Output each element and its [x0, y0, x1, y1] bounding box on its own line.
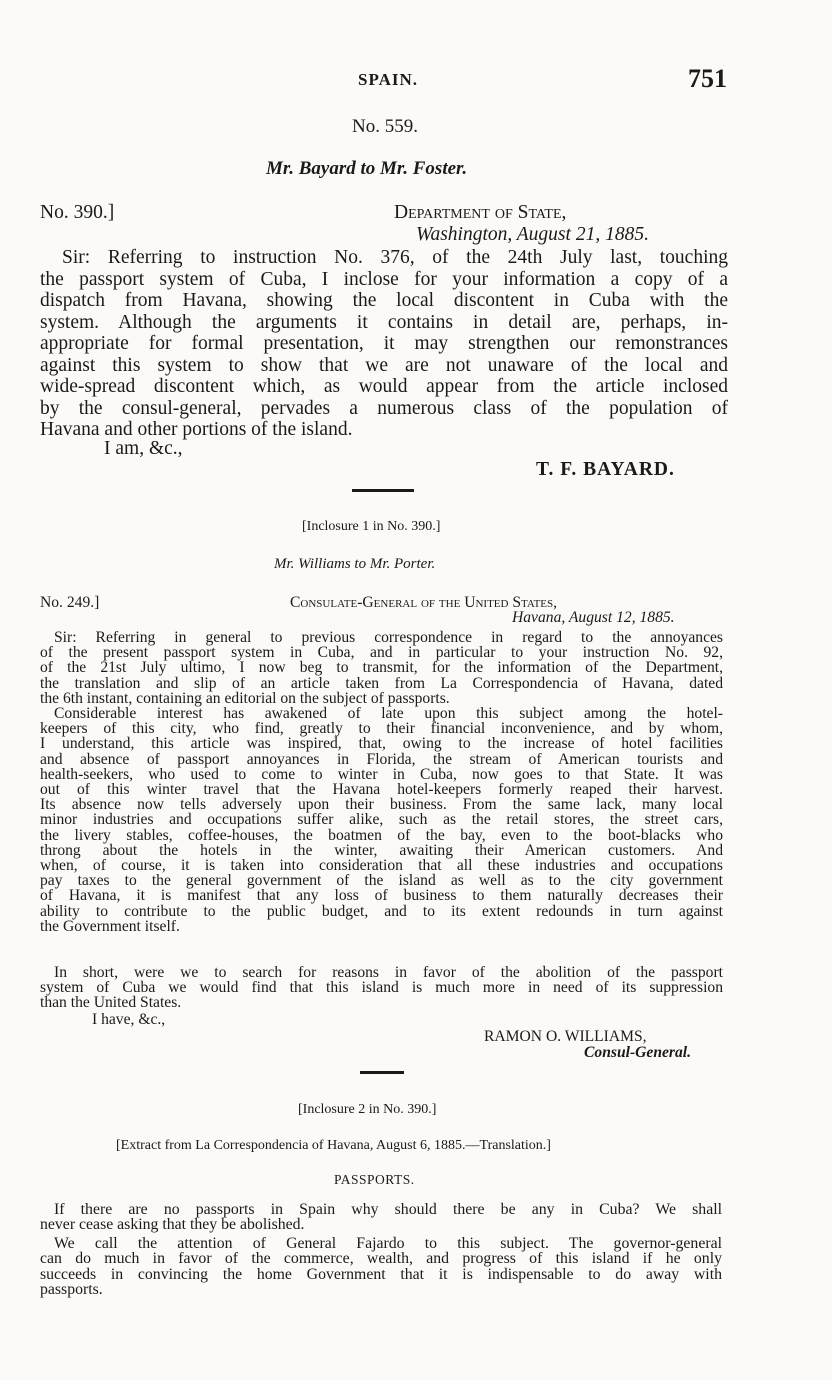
- text-line: dispatch from Havana, showing the local discontent in Cuba with the: [40, 290, 728, 311]
- inclosure-1-reference-number: No. 249.]: [40, 594, 100, 611]
- text-line: Its absence now tells adversely upon their business. From the same lack, many local: [40, 796, 723, 814]
- section-divider: [360, 1071, 404, 1074]
- text-line: health-seekers, who used to come to winter in Cuba, now goes to that State. It was: [40, 765, 723, 783]
- text-line: throng about the hotels in the winter, awaiting their American customers. And: [40, 841, 723, 859]
- text-line: when, of course, it is taken into consideration that all these industries and occupations: [40, 857, 723, 875]
- text-line: appropriate for formal presentation, it may strengthen our remonstrances: [40, 333, 728, 354]
- text-line: out of this winter travel that the Havana hotel-keepers formerly reaped their harvest.: [40, 781, 723, 799]
- inclosure-1-closing: I have, &c.,: [92, 1011, 166, 1028]
- text-line: minor industries and occupations suffer alike, such as the retail stores, the street cars,: [40, 811, 723, 829]
- text-line: by the consul-general, pervades a numerous class of the population of: [40, 397, 728, 419]
- page-number: 751: [688, 64, 727, 93]
- text-line: Considerable interest has awakened of late upon this subject among the hotel-: [54, 705, 723, 722]
- text-line: wide-spread discontent which, as would appear from the article inclosed: [40, 376, 728, 397]
- text-line: never cease asking that they be abolished.: [40, 1216, 305, 1234]
- text-line: system of Cuba we would find that this island is much more in need of its suppression: [40, 979, 723, 997]
- text-line: the livery stables, coffee-houses, the boatmen of the bay, even to the boot-blacks who: [40, 826, 723, 844]
- inclosure-1-heading: [Inclosure 1 in No. 390.]: [302, 519, 441, 534]
- text-line: succeeds in convincing the home Government that it is indispensable to do away with: [40, 1265, 722, 1283]
- text-line: We call the attention of General Fajardo to this subject. The governor-general: [54, 1235, 722, 1252]
- inclosure-2-title: PASSPORTS.: [334, 1172, 415, 1187]
- text-line: the 6th instant, containing an editorial on the subject of passports.: [40, 689, 450, 707]
- text-line: I understand, this article was inspired, that, owing to the increase of hotel facilities: [40, 735, 723, 753]
- text-line: Sir: Referring in general to previous correspondence in regard to the annoyances: [54, 629, 723, 646]
- letter-title: Mr. Bayard to Mr. Foster.: [266, 158, 468, 179]
- inclosure-2-heading: [Inclosure 2 in No. 390.]: [298, 1102, 437, 1117]
- letter-department: Department of State,: [394, 202, 567, 223]
- text-line: In short, were we to search for reasons in favor of the abolition of the passport: [54, 964, 723, 981]
- text-line: passports.: [40, 1281, 103, 1299]
- letter-reference-number: No. 390.]: [40, 202, 115, 223]
- inclosure-1-consulate: Consulate-General of the United States,: [290, 594, 558, 611]
- section-divider: [352, 489, 414, 492]
- text-line: can do much in favor of the commerce, wealth, and progress of this island if he only: [40, 1250, 722, 1268]
- letter-place-date: Washington, August 21, 1885.: [416, 224, 649, 245]
- text-line: ability to contribute to the public budget, and to its extent redounds in turn against: [40, 902, 723, 920]
- text-line: the Government itself.: [40, 917, 180, 935]
- inclosure-1-signature-title: Consul-General.: [584, 1044, 692, 1061]
- text-line: of Havana, it is manifest that any loss of business to them naturally decreases their: [40, 887, 723, 905]
- inclosure-2-paragraph-2: [40, 1236, 722, 1298]
- letter-body: [40, 247, 728, 441]
- inclosure-1-paragraph-1: [40, 630, 723, 706]
- document-number: No. 559.: [352, 116, 418, 137]
- text-line: the passport system of Cuba, I inclose for your information a copy of a: [40, 268, 728, 290]
- text-line: Sir: Referring to instruction No. 376, of the 24th July last, touching: [62, 247, 728, 268]
- text-line: the translation and slip of an article taken from La Correspondencia of Havana, dated: [40, 674, 723, 692]
- letter-signature: T. F. BAYARD.: [536, 459, 675, 480]
- inclosure-1-title: Mr. Williams to Mr. Porter.: [274, 556, 436, 572]
- text-line: If there are no passports in Spain why should there be any in Cuba? We shall: [54, 1201, 722, 1218]
- running-head: SPAIN.: [358, 70, 418, 89]
- inclosure-1-paragraph-3: [40, 965, 723, 1011]
- inclosure-1-signature: RAMON O. WILLIAMS,: [484, 1028, 647, 1045]
- text-line: keepers of this city, who find, greatly to their financial inconvenience, and by whom,: [40, 720, 723, 738]
- text-line: pay taxes to the general government of the island as well as to the city government: [40, 872, 723, 890]
- inclosure-2-subheading: [Extract from La Correspondencia of Havana, August 6, 1885.—Translation.]: [116, 1138, 551, 1153]
- inclosure-1-place-date: Havana, August 12, 1885.: [512, 609, 675, 626]
- text-line: against this system to show that we are not unaware of the local and: [40, 354, 728, 376]
- text-line: system. Although the arguments it contains in detail are, perhaps, in-: [40, 311, 728, 333]
- text-line: and absence of passport annoyances in Florida, the stream of American tourists and: [40, 750, 723, 768]
- text-line: Havana and other portions of the island.: [40, 419, 353, 440]
- inclosure-1-paragraph-2: [40, 706, 723, 934]
- text-line: of the present passport system in Cuba, and in particular to your instruction No. 92,: [40, 644, 723, 662]
- inclosure-2-paragraph-1: [40, 1202, 722, 1233]
- letter-closing: I am, &c.,: [104, 438, 183, 459]
- text-line: than the United States.: [40, 994, 182, 1012]
- text-line: of the 21st July ultimo, I now beg to transmit, for the information of the Department,: [40, 659, 723, 677]
